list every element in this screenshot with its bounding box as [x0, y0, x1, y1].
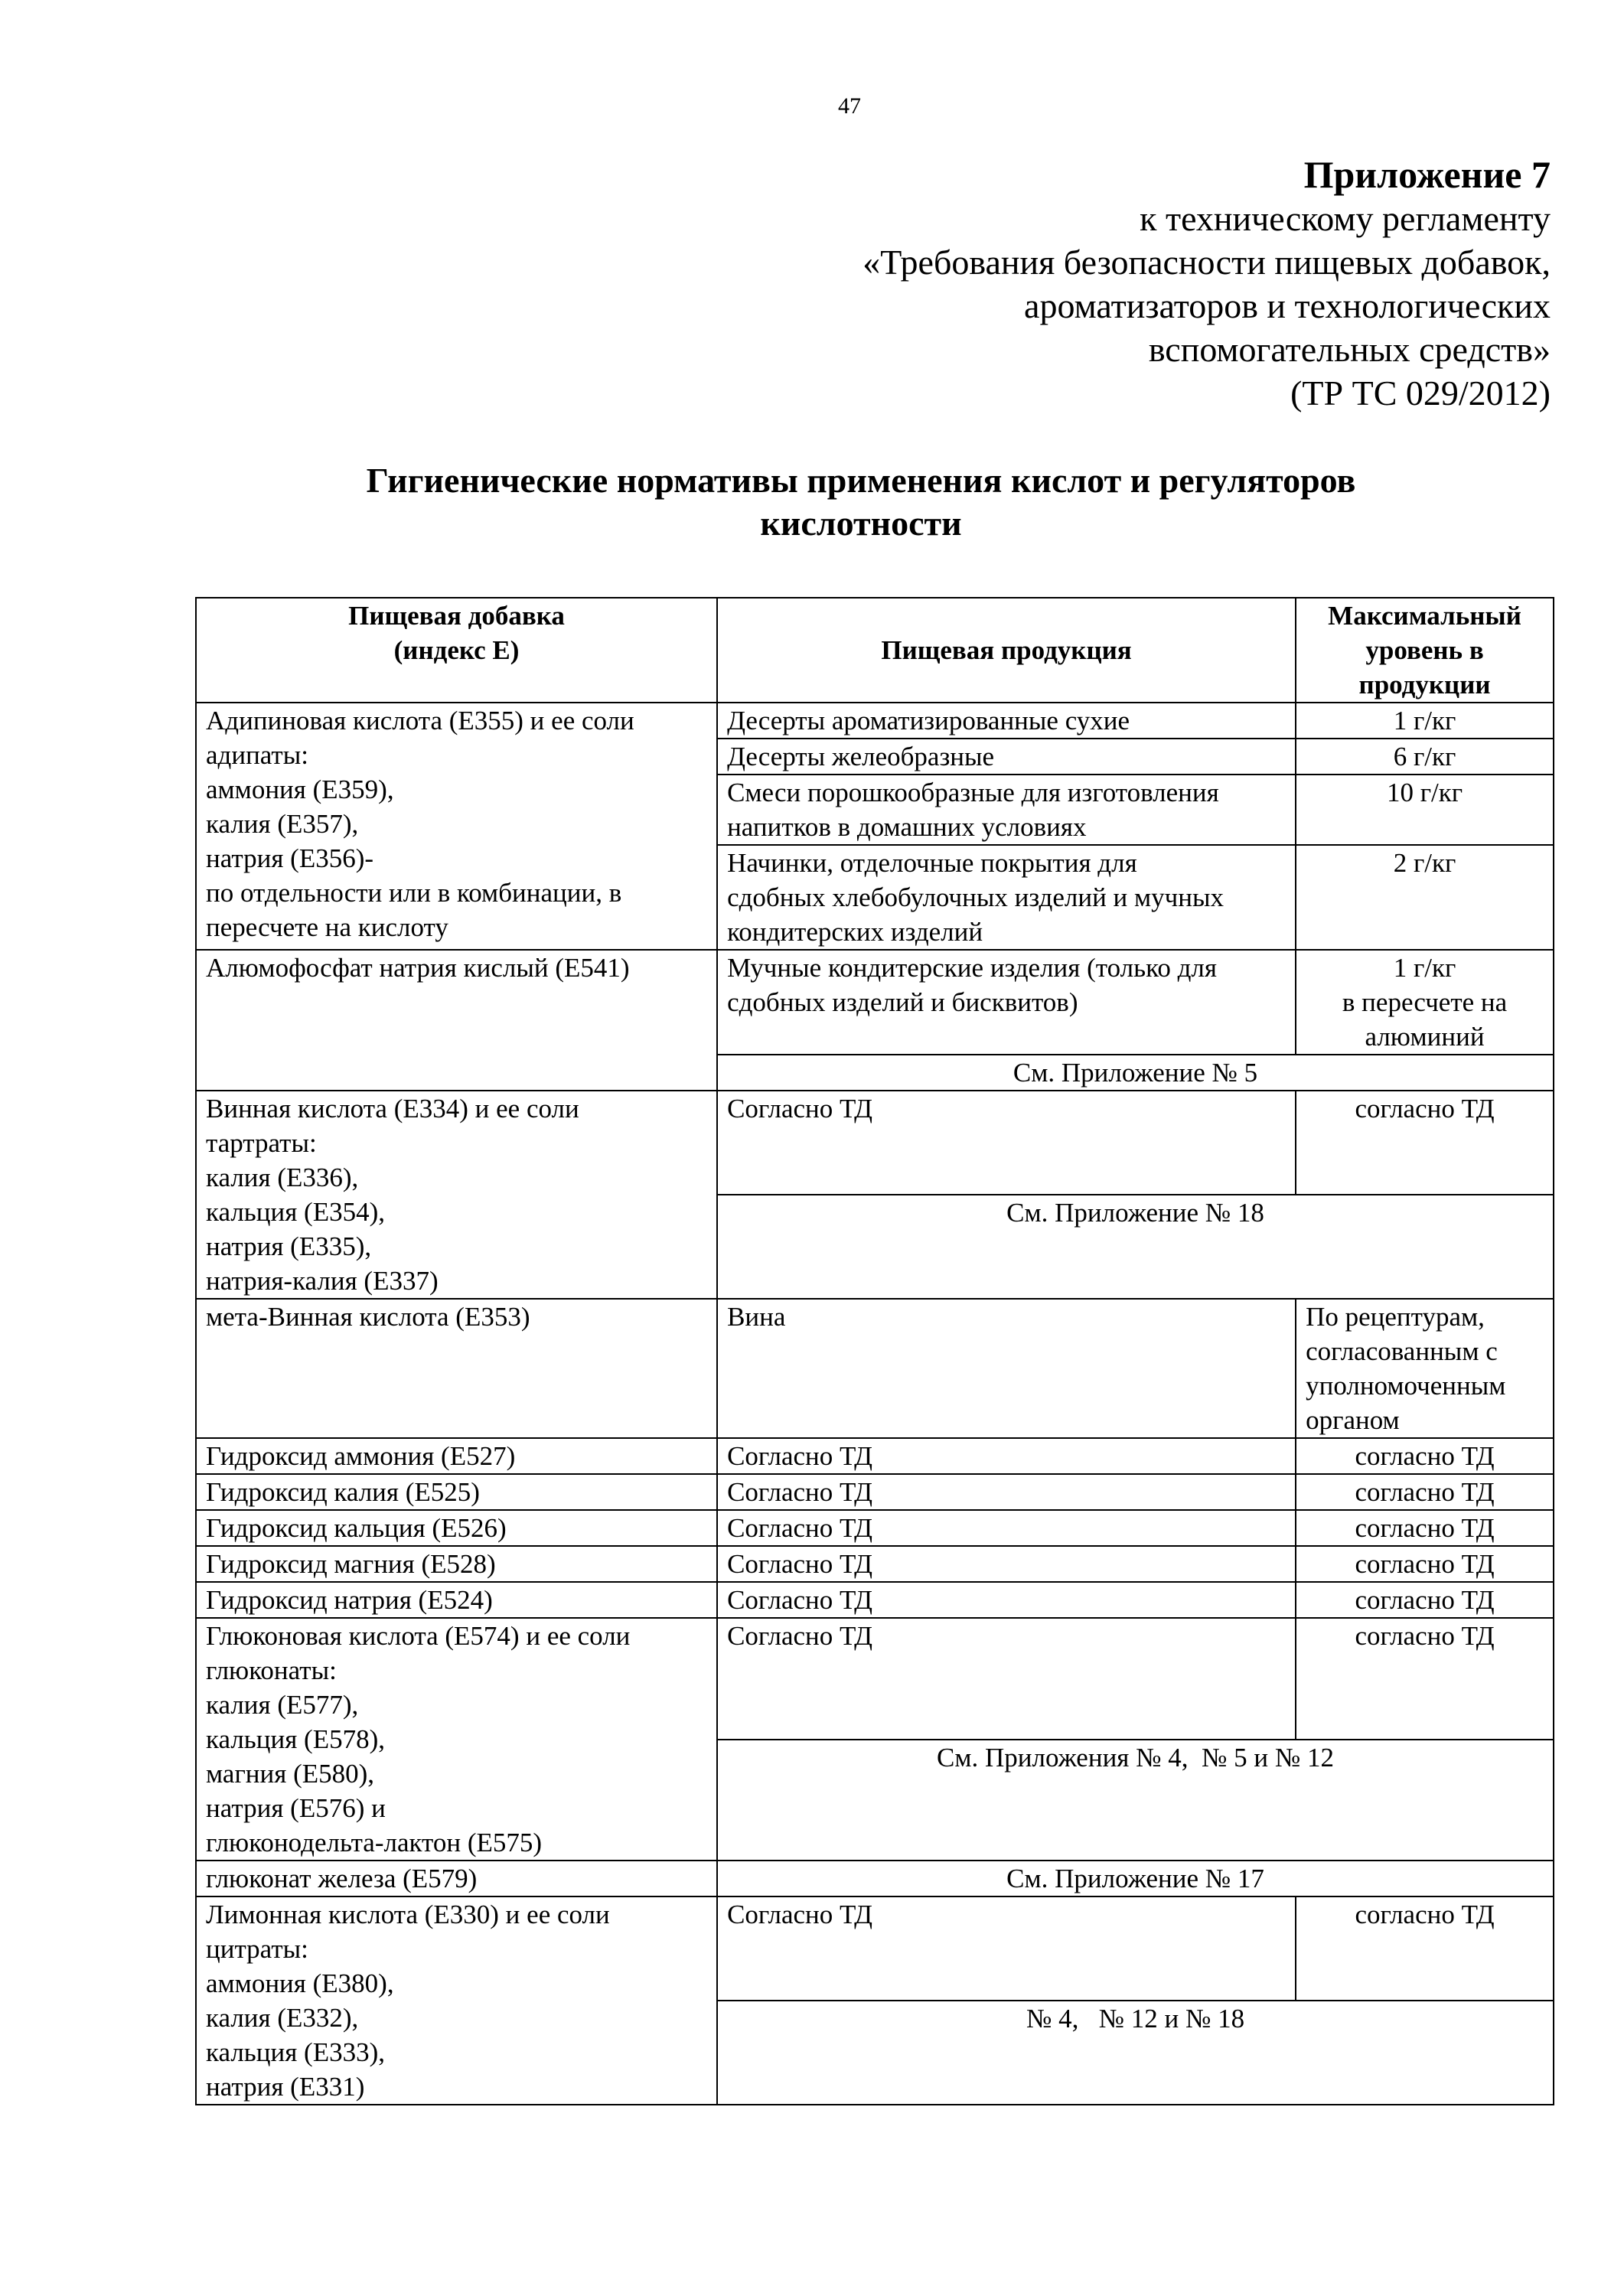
- product-cell: Согласно ТД: [717, 1510, 1296, 1546]
- product-cell: Согласно ТД: [717, 1618, 1296, 1740]
- product-cell: Согласно ТД: [717, 1582, 1296, 1618]
- additive-cell: Алюмофосфат натрия кислый (Е541): [196, 950, 717, 1091]
- appendix-line: к техническому регламенту: [1140, 199, 1551, 238]
- appendix-line: ароматизаторов и технологических: [1024, 286, 1551, 325]
- table-row: [196, 1299, 1554, 1438]
- max-cell: согласно ТД: [1296, 1896, 1554, 2001]
- max-cell: согласно ТД: [1296, 1510, 1554, 1546]
- appendix-header: [556, 153, 1551, 415]
- product-cell: Десерты желеобразные: [717, 739, 1296, 775]
- appendix-line: «Требования безопасности пищевых добавок,: [863, 243, 1551, 282]
- max-cell: 2 г/кг: [1296, 845, 1554, 950]
- additive-cell: Винная кислота (Е334) и ее соли тартраты: калия (Е336), кальция (Е354), натрия (Е335), натрия-калия (Е337): [196, 1091, 717, 1299]
- page-number: 47: [838, 93, 861, 119]
- max-cell: согласно ТД: [1296, 1091, 1554, 1195]
- max-cell: согласно ТД: [1296, 1438, 1554, 1474]
- reference-cell: См. Приложение № 17: [717, 1861, 1554, 1896]
- document-title: [191, 459, 1531, 545]
- max-cell: По рецептурам, согласованным с уполномоченным органом: [1296, 1299, 1554, 1438]
- table-header-row: [196, 598, 1554, 703]
- appendix-line: вспомогательных средств»: [1148, 330, 1551, 369]
- product-cell: Согласно ТД: [717, 1896, 1296, 2001]
- product-cell: Согласно ТД: [717, 1438, 1296, 1474]
- table-row: [196, 1861, 1554, 1896]
- document-title-line: Гигиенические нормативы применения кислот и регуляторов: [366, 461, 1356, 500]
- table-row: [196, 1618, 1554, 1740]
- appendix-title: Приложение 7: [1303, 153, 1551, 196]
- product-cell: Вина: [717, 1299, 1296, 1438]
- additive-cell: мета-Винная кислота (Е353): [196, 1299, 717, 1438]
- table-row: [196, 1582, 1554, 1618]
- table-row: [196, 1896, 1554, 2001]
- additive-cell: глюконат железа (Е579): [196, 1861, 717, 1896]
- reference-cell: См. Приложение № 18: [717, 1195, 1554, 1299]
- additive-cell: Гидроксид натрия (Е524): [196, 1582, 717, 1618]
- product-cell: Десерты ароматизированные сухие: [717, 703, 1296, 739]
- additive-cell: Адипиновая кислота (Е355) и ее соли адипаты: аммония (Е359), калия (Е357), натрия (Е356)- по отдельности или в комбинации, в пересчете на кислоту: [196, 703, 717, 950]
- additive-cell: Гидроксид аммония (Е527): [196, 1438, 717, 1474]
- max-cell: согласно ТД: [1296, 1618, 1554, 1740]
- max-cell: 1 г/кг: [1296, 703, 1554, 739]
- table-row: [196, 950, 1554, 1055]
- header-max: Максимальный уровень в продукции: [1296, 598, 1554, 703]
- table-row: [196, 1546, 1554, 1582]
- additive-cell: Гидроксид магния (Е528): [196, 1546, 717, 1582]
- max-cell: согласно ТД: [1296, 1474, 1554, 1510]
- document-title-line: кислотности: [760, 504, 962, 543]
- table-row: [196, 1091, 1554, 1195]
- table-row: [196, 1510, 1554, 1546]
- max-cell: 10 г/кг: [1296, 775, 1554, 845]
- table-row: [196, 1438, 1554, 1474]
- appendix-line: (ТР ТС 029/2012): [1290, 373, 1551, 413]
- product-cell: Согласно ТД: [717, 1474, 1296, 1510]
- max-cell: 1 г/кг в пересчете на алюминий: [1296, 950, 1554, 1055]
- additive-cell: Глюконовая кислота (Е574) и ее соли глюконаты: калия (Е577), кальция (Е578), магния (Е580), натрия (Е576) и глюконодельта-лактон (Е575): [196, 1618, 717, 1861]
- max-cell: согласно ТД: [1296, 1546, 1554, 1582]
- header-additive: Пищевая добавка (индекс Е): [196, 598, 717, 703]
- additive-cell: Гидроксид кальция (Е526): [196, 1510, 717, 1546]
- product-cell: Смеси порошкообразные для изготовления напитков в домашних условиях: [717, 775, 1296, 845]
- product-cell: Мучные кондитерские изделия (только для сдобных изделий и бисквитов): [717, 950, 1296, 1055]
- product-cell: Согласно ТД: [717, 1546, 1296, 1582]
- table-row: [196, 703, 1554, 739]
- max-cell: согласно ТД: [1296, 1582, 1554, 1618]
- reference-cell: № 4, № 12 и № 18: [717, 2001, 1554, 2105]
- product-cell: Начинки, отделочные покрытия для сдобных хлебобулочных изделий и мучных кондитерских изделий: [717, 845, 1296, 950]
- norms-table: [195, 597, 1554, 2105]
- max-cell: 6 г/кг: [1296, 739, 1554, 775]
- additive-cell: Лимонная кислота (Е330) и ее соли цитраты: аммония (Е380), калия (Е332), кальция (Е333), натрия (Е331): [196, 1896, 717, 2105]
- additive-cell: Гидроксид калия (Е525): [196, 1474, 717, 1510]
- product-cell: Согласно ТД: [717, 1091, 1296, 1195]
- reference-cell: См. Приложение № 5: [717, 1055, 1554, 1091]
- header-product: Пищевая продукция: [717, 598, 1296, 703]
- table-row: [196, 1474, 1554, 1510]
- reference-cell: См. Приложения № 4, № 5 и № 12: [717, 1740, 1554, 1861]
